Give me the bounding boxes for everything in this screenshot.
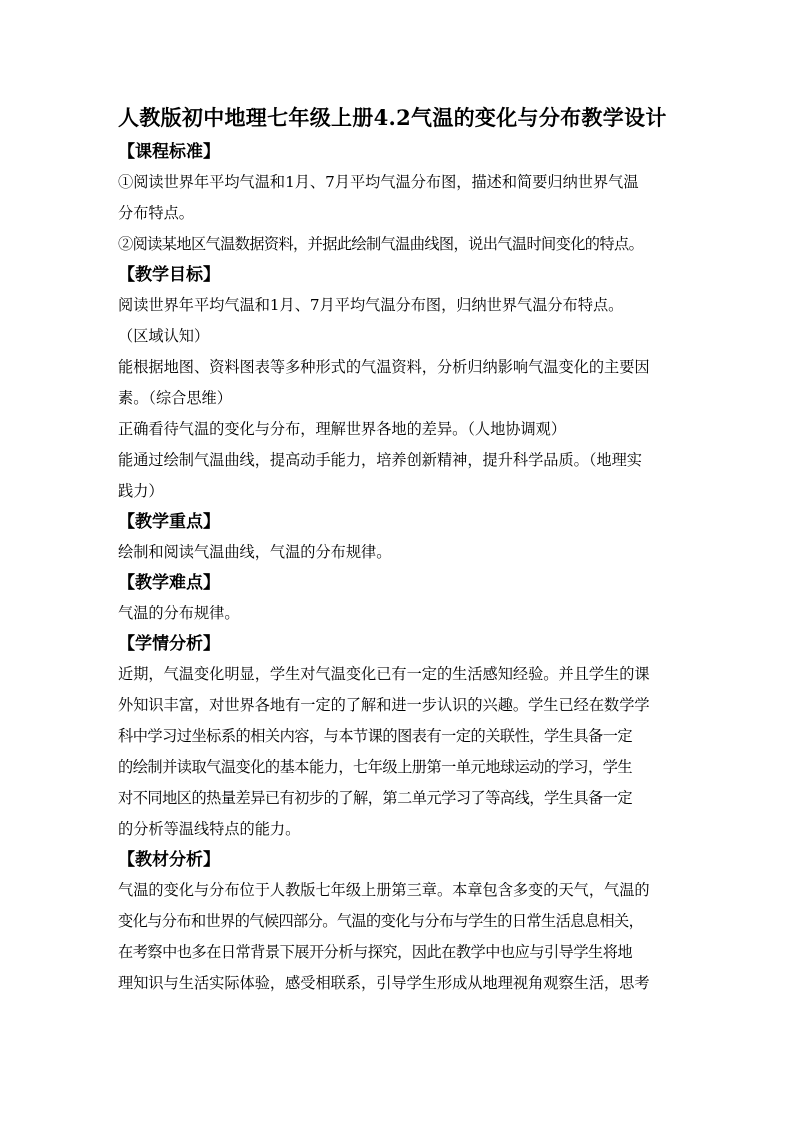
paragraph bbox=[118, 598, 678, 629]
text-line: 能通过绘制气温曲线，提高动手能力，培养创新精神，提升科学品质。（地理实 bbox=[118, 451, 642, 469]
paragraph bbox=[118, 445, 678, 507]
text-line: 变化与分布和世界的气候四部分。气温的变化与分布与学生的日常生活息息相关， bbox=[118, 912, 644, 930]
paragraph bbox=[118, 875, 678, 999]
text-line: ①阅读世界年平均气温和1月、7月平均气温分布图，描述和简要归纳世界气温 bbox=[118, 173, 639, 191]
text-line: 科中学习过坐标系的相关内容，与本节课的图表有一定的关联性，学生具备一定 bbox=[118, 727, 633, 745]
paragraph bbox=[118, 352, 678, 414]
text-line: 的分析等温线特点的能力。 bbox=[118, 820, 301, 838]
section-heading-teaching-objectives: 【教学目标】 bbox=[118, 265, 220, 285]
text-line: 外知识丰富，对世界各地有一定的了解和进一步认识的兴趣。学生已经在数学学 bbox=[118, 696, 650, 714]
text-line: 气温的分布规律。 bbox=[118, 604, 240, 622]
text-line: 理知识与生活实际体验，感受相联系，引导学生形成从地理视角观察生活，思考 bbox=[118, 974, 650, 992]
text-line: 阅读世界年平均气温和1月、7月平均气温分布图，归纳世界气温分布特点。 bbox=[118, 296, 624, 314]
text-line: 正确看待气温的变化与分布，理解世界各地的差异。（人地协调观） bbox=[118, 420, 567, 438]
text-line: 分布特点。 bbox=[118, 204, 194, 222]
section-heading-curriculum-standard: 【课程标准】 bbox=[118, 142, 220, 162]
document-title: 人教版初中地理七年级上册4.2气温的变化与分布教学设计 bbox=[118, 105, 667, 130]
text-line: 对不同地区的热量差异已有初步的了解，第二单元学习了等高线，学生具备一定 bbox=[118, 789, 633, 807]
paragraph bbox=[118, 229, 678, 260]
text-line: 近期，气温变化明显，学生对气温变化已有一定的生活感知经验。并且学生的课 bbox=[118, 665, 650, 683]
paragraph bbox=[118, 290, 678, 352]
paragraph bbox=[118, 167, 678, 229]
text-line: 能根据地图、资料图表等多种形式的气温资料，分析归纳影响气温变化的主要因 bbox=[118, 358, 650, 376]
section-heading-teaching-difficulty: 【教学难点】 bbox=[118, 573, 220, 593]
text-line: 气温的变化与分布位于人教版七年级上册第三章。本章包含多变的天气，气温的 bbox=[118, 881, 650, 899]
section-heading-teaching-focus: 【教学重点】 bbox=[118, 512, 220, 532]
text-line: 绘制和阅读气温曲线，气温的分布规律。 bbox=[118, 543, 392, 561]
paragraph bbox=[118, 414, 678, 445]
paragraph bbox=[118, 659, 678, 845]
text-line: 在考察中也多在日常背景下展开分析与探究，因此在教学中也应与引导学生将地 bbox=[118, 943, 633, 961]
text-line: 践力） bbox=[118, 482, 164, 500]
text-line: （区域认知） bbox=[118, 327, 210, 345]
text-line: 素。（综合思维） bbox=[118, 389, 232, 407]
text-line: ②阅读某地区气温数据资料，并据此绘制气温曲线图，说出气温时间变化的特点。 bbox=[118, 235, 644, 253]
section-heading-textbook-analysis: 【教材分析】 bbox=[118, 850, 220, 870]
text-line: 的绘制并读取气温变化的基本能力，七年级上册第一单元地球运动的学习，学生 bbox=[118, 758, 633, 776]
document-page bbox=[118, 103, 678, 999]
paragraph bbox=[118, 537, 678, 568]
section-heading-learner-analysis: 【学情分析】 bbox=[118, 634, 220, 654]
